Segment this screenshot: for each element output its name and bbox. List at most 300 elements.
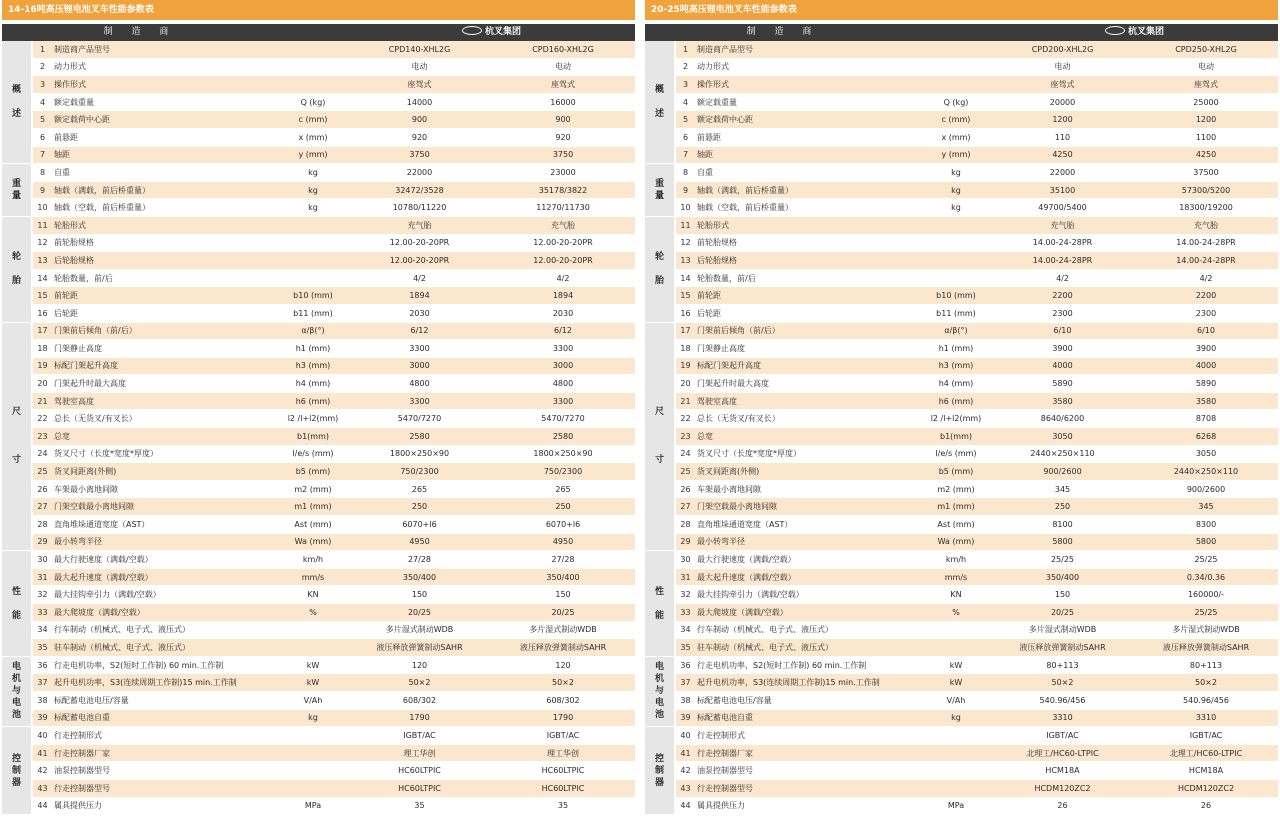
row-number: 11: [675, 216, 695, 234]
model-1-value: 5890: [991, 375, 1134, 393]
model-2-value: 3050: [1134, 445, 1278, 463]
row-number: 29: [675, 533, 695, 551]
table-row: [645, 586, 1278, 604]
model-1-value: 理工华创: [348, 744, 491, 762]
row-number: 13: [675, 252, 695, 270]
model-1-value: 3580: [991, 392, 1134, 410]
row-number: 35: [32, 639, 52, 657]
spec-name: 轮胎数量，前/后: [695, 269, 921, 287]
table-row: [645, 234, 1278, 252]
spec-unit: l2 /l+l2(mm): [278, 410, 348, 428]
row-number: 7: [32, 146, 52, 164]
spec-name: 额定载重量: [52, 93, 278, 111]
spec-unit: %: [921, 604, 991, 622]
model-1-value: 6070+l6: [348, 516, 491, 534]
spec-name: 标配蓄电池电压/容量: [695, 691, 921, 709]
table-row: [645, 304, 1278, 322]
spec-name: 行走控制器型号: [695, 779, 921, 797]
spec-unit: kg: [921, 199, 991, 217]
spec-name: 最大挂钩牵引力（满载/空载）: [695, 586, 921, 604]
row-number: 32: [32, 586, 52, 604]
model-1-value: 3050: [991, 428, 1134, 446]
model-1-value: 4800: [348, 375, 491, 393]
spec-name: 油泵控制器型号: [52, 762, 278, 780]
unit-header: [921, 24, 991, 41]
group-label: 控 制 器: [2, 727, 32, 815]
table-row: [645, 357, 1278, 375]
spec-unit: MPa: [278, 797, 348, 815]
spec-unit: KN: [278, 586, 348, 604]
spec-unit: km/h: [278, 551, 348, 569]
model-1-value: 14.00-24-28PR: [991, 252, 1134, 270]
row-number: 6: [675, 128, 695, 146]
brand-name: 杭叉集团: [1127, 27, 1164, 37]
model-1-value: 50×2: [348, 674, 491, 692]
spec-unit: kg: [278, 164, 348, 182]
model-2-value: 3750: [491, 146, 635, 164]
model-2-value: 座驾式: [491, 76, 635, 94]
model-2-value: 8708: [1134, 410, 1278, 428]
spec-name: 前轮胎规格: [695, 234, 921, 252]
model-2-value: 电动: [491, 58, 635, 76]
spec-name: 行走控制器型号: [52, 779, 278, 797]
spec-name: 行走控制器厂家: [52, 744, 278, 762]
row-number: 3: [675, 76, 695, 94]
row-number: 14: [675, 269, 695, 287]
row-number: 28: [675, 516, 695, 534]
spec-unit: l/e/s (mm): [921, 445, 991, 463]
row-number: 26: [675, 480, 695, 498]
spec-name: 后轮胎规格: [695, 252, 921, 270]
model-1-value: 4/2: [348, 269, 491, 287]
model-1-value: 35100: [991, 181, 1134, 199]
model-2-value: 150: [491, 586, 635, 604]
spec-unit: %: [278, 604, 348, 622]
group-label: 电 机 与 电 池: [2, 656, 32, 726]
spec-name: 后轮胎规格: [52, 252, 278, 270]
spec-name: 车架最小离地间隙: [695, 480, 921, 498]
panel-title: 20-25吨高压锂电池叉车性能参数表: [645, 0, 1278, 20]
model-2-value: CPD250-XHL2G: [1134, 41, 1278, 58]
row-number: 23: [675, 428, 695, 446]
row-number: 8: [32, 164, 52, 182]
spec-name: 轴距: [695, 146, 921, 164]
spec-unit: b1(mm): [921, 428, 991, 446]
row-number: 12: [675, 234, 695, 252]
brand-logo-icon: [462, 26, 482, 35]
model-2-value: 液压释放弹簧制动SAHR: [1134, 639, 1278, 657]
row-number: 43: [675, 779, 695, 797]
row-number: 27: [32, 498, 52, 516]
table-row: [2, 463, 635, 481]
brand-header: [348, 24, 635, 41]
table-row: [645, 463, 1278, 481]
table-row: [2, 533, 635, 551]
model-1-value: 27/28: [348, 551, 491, 569]
spec-name: 制造商产品型号: [52, 41, 278, 58]
spec-unit: h1 (mm): [278, 340, 348, 358]
model-1-value: 49700/5400: [991, 199, 1134, 217]
group-label: 电 机 与 电 池: [645, 656, 675, 726]
spec-unit: kW: [278, 656, 348, 674]
model-1-value: 4/2: [991, 269, 1134, 287]
row-number: 31: [32, 568, 52, 586]
model-1-value: 900: [348, 111, 491, 129]
model-1-value: 32472/3528: [348, 181, 491, 199]
model-2-value: 5800: [1134, 533, 1278, 551]
spec-unit: y (mm): [278, 146, 348, 164]
spec-unit: x (mm): [921, 128, 991, 146]
row-number: 19: [675, 357, 695, 375]
table-row: [2, 639, 635, 657]
model-2-value: 8300: [1134, 516, 1278, 534]
spec-unit: [921, 621, 991, 639]
spec-unit: [921, 252, 991, 270]
model-1-value: 2580: [348, 428, 491, 446]
model-1-value: 3300: [348, 392, 491, 410]
row-number: 40: [675, 727, 695, 745]
model-2-value: 25000: [1134, 93, 1278, 111]
spec-name: 驾驶室高度: [695, 392, 921, 410]
spec-unit: [278, 779, 348, 797]
panel-title: 14-16吨高压锂电池叉车性能参数表: [2, 0, 635, 20]
model-2-value: 3000: [491, 357, 635, 375]
table-row: [2, 498, 635, 516]
model-1-value: 液压释放弹簧制动SAHR: [991, 639, 1134, 657]
model-2-value: 14.00-24-28PR: [1134, 234, 1278, 252]
spec-unit: [278, 639, 348, 657]
table-row: [645, 111, 1278, 129]
row-number: 44: [32, 797, 52, 815]
row-number: 43: [32, 779, 52, 797]
model-1-value: IGBT/AC: [348, 727, 491, 745]
spec-name: 动力形式: [695, 58, 921, 76]
table-row: [645, 340, 1278, 358]
table-row: [2, 744, 635, 762]
table-row: [645, 744, 1278, 762]
group-label: 轮 胎: [645, 216, 675, 322]
row-number: 42: [32, 762, 52, 780]
table-row: [2, 76, 635, 94]
spec-unit: b10 (mm): [278, 287, 348, 305]
spec-unit: b10 (mm): [921, 287, 991, 305]
model-2-value: 35178/3822: [491, 181, 635, 199]
spec-unit: m2 (mm): [921, 480, 991, 498]
spec-name: 轴载（空载，前后桥重量）: [695, 199, 921, 217]
model-2-value: CPD160-XHL2G: [491, 41, 635, 58]
spec-name: 门架静止高度: [695, 340, 921, 358]
table-row: [645, 445, 1278, 463]
spec-unit: [921, 216, 991, 234]
model-1-value: HC60LTPIC: [348, 762, 491, 780]
table-row: [645, 621, 1278, 639]
table-row: [645, 287, 1278, 305]
spec-name: 额定载荷中心距: [695, 111, 921, 129]
model-2-value: 6/10: [1134, 322, 1278, 340]
model-2-value: 14.00-24-28PR: [1134, 252, 1278, 270]
table-row: [2, 674, 635, 692]
model-1-value: 1894: [348, 287, 491, 305]
spec-unit: [921, 76, 991, 94]
model-1-value: 50×2: [991, 674, 1134, 692]
model-1-value: 35: [348, 797, 491, 815]
group-label: 性 能: [2, 551, 32, 657]
model-2-value: 265: [491, 480, 635, 498]
spec-unit: h6 (mm): [921, 392, 991, 410]
model-1-value: 1200: [991, 111, 1134, 129]
spec-name: 轮胎形式: [695, 216, 921, 234]
table-row: [2, 164, 635, 182]
spec-unit: kg: [921, 709, 991, 727]
row-number: 38: [675, 691, 695, 709]
row-number: 33: [675, 604, 695, 622]
model-1-value: 120: [348, 656, 491, 674]
row-number: 23: [32, 428, 52, 446]
model-1-value: 22000: [991, 164, 1134, 182]
model-1-value: 10780/11220: [348, 199, 491, 217]
model-2-value: 多片湿式制动WDB: [491, 621, 635, 639]
model-2-value: 12.00-20-20PR: [491, 234, 635, 252]
spec-unit: Ast (mm): [921, 516, 991, 534]
group-label: 尺 寸: [2, 322, 32, 551]
model-1-value: 150: [348, 586, 491, 604]
model-1-value: 5800: [991, 533, 1134, 551]
spec-unit: KN: [921, 586, 991, 604]
table-row: [2, 41, 635, 58]
table-row: [645, 779, 1278, 797]
row-number: 8: [675, 164, 695, 182]
spec-unit: Q (kg): [921, 93, 991, 111]
table-row: [2, 93, 635, 111]
model-2-value: 120: [491, 656, 635, 674]
model-2-value: 5890: [1134, 375, 1278, 393]
spec-name: 最大起升速度（满载/空载）: [52, 568, 278, 586]
row-number: 1: [32, 41, 52, 58]
row-number: 26: [32, 480, 52, 498]
row-number: 31: [675, 568, 695, 586]
table-row: [645, 568, 1278, 586]
row-number: 30: [32, 551, 52, 569]
row-number: 15: [32, 287, 52, 305]
spec-unit: km/h: [921, 551, 991, 569]
spec-name: 门架空载最小离地间隙: [695, 498, 921, 516]
spec-unit: Q (kg): [278, 93, 348, 111]
row-number: 9: [675, 181, 695, 199]
row-number: 7: [675, 146, 695, 164]
spec-unit: b11 (mm): [921, 304, 991, 322]
model-2-value: 北理工/HC60-LTPIC: [1134, 744, 1278, 762]
table-row: [645, 216, 1278, 234]
model-1-value: 2200: [991, 287, 1134, 305]
spec-name: 最大爬坡度（满载/空载）: [695, 604, 921, 622]
model-2-value: 920: [491, 128, 635, 146]
spec-name: 标配蓄电池自重: [695, 709, 921, 727]
model-2-value: 1200: [1134, 111, 1278, 129]
model-1-value: 多片湿式制动WDB: [348, 621, 491, 639]
row-number: 28: [32, 516, 52, 534]
model-1-value: 6/12: [348, 322, 491, 340]
table-row: [2, 216, 635, 234]
spec-unit: x (mm): [278, 128, 348, 146]
table-row: [645, 76, 1278, 94]
table-row: [2, 727, 635, 745]
model-1-value: 4000: [991, 357, 1134, 375]
table-row: [2, 445, 635, 463]
model-2-value: 3580: [1134, 392, 1278, 410]
row-number: 15: [675, 287, 695, 305]
spec-unit: [921, 234, 991, 252]
table-row: [2, 516, 635, 534]
group-label: 轮 胎: [2, 216, 32, 322]
model-2-value: 3900: [1134, 340, 1278, 358]
model-2-value: 2580: [491, 428, 635, 446]
spec-name: 属具提供压力: [52, 797, 278, 815]
spec-name: 车架最小离地间隙: [52, 480, 278, 498]
model-2-value: 250: [491, 498, 635, 516]
model-1-value: 3000: [348, 357, 491, 375]
model-2-value: 2300: [1134, 304, 1278, 322]
spec-unit: [278, 269, 348, 287]
model-2-value: 57300/5200: [1134, 181, 1278, 199]
model-1-value: 电动: [991, 58, 1134, 76]
model-2-value: 1790: [491, 709, 635, 727]
model-2-value: 20/25: [491, 604, 635, 622]
row-number: 32: [675, 586, 695, 604]
table-row: [2, 709, 635, 727]
table-row: [2, 111, 635, 129]
model-1-value: 26: [991, 797, 1134, 815]
model-1-value: 3310: [991, 709, 1134, 727]
row-number: 39: [32, 709, 52, 727]
model-2-value: 3310: [1134, 709, 1278, 727]
spec-name: 最小转弯半径: [695, 533, 921, 551]
row-number: 17: [32, 322, 52, 340]
model-2-value: 6070+l6: [491, 516, 635, 534]
table-row: [645, 181, 1278, 199]
model-2-value: 电动: [1134, 58, 1278, 76]
model-2-value: 2200: [1134, 287, 1278, 305]
spec-unit: [278, 727, 348, 745]
table-row: [2, 428, 635, 446]
spec-name: 总长（无货叉/有叉长）: [52, 410, 278, 428]
model-1-value: 1790: [348, 709, 491, 727]
spec-name: 前轮胎规格: [52, 234, 278, 252]
model-1-value: 液压释放弹簧制动SAHR: [348, 639, 491, 657]
spec-name: 轴载（满载，前后桥重量）: [695, 181, 921, 199]
model-2-value: 50×2: [1134, 674, 1278, 692]
spec-name: 门架起升时最大高度: [52, 375, 278, 393]
maker-header: 制 造 商: [746, 27, 820, 37]
spec-unit: h4 (mm): [278, 375, 348, 393]
spec-name: 驾驶室高度: [52, 392, 278, 410]
model-2-value: 2030: [491, 304, 635, 322]
spec-unit: [921, 41, 991, 58]
table-row: [645, 709, 1278, 727]
row-number: 29: [32, 533, 52, 551]
table-row: [2, 621, 635, 639]
model-2-value: 27/28: [491, 551, 635, 569]
table-row: [2, 252, 635, 270]
row-number: 42: [675, 762, 695, 780]
row-number: 4: [32, 93, 52, 111]
row-number: 17: [675, 322, 695, 340]
spec-name: 动力形式: [52, 58, 278, 76]
table-row: [2, 586, 635, 604]
row-number: 21: [675, 392, 695, 410]
table-row: [645, 762, 1278, 780]
model-1-value: 350/400: [991, 568, 1134, 586]
row-number: 10: [675, 199, 695, 217]
model-1-value: 20000: [991, 93, 1134, 111]
spec-unit: y (mm): [921, 146, 991, 164]
model-1-value: 150: [991, 586, 1134, 604]
group-label: 概 述: [2, 41, 32, 164]
model-1-value: 265: [348, 480, 491, 498]
model-1-value: 14.00-24-28PR: [991, 234, 1134, 252]
table-row: [645, 322, 1278, 340]
group-label: 重 量: [645, 164, 675, 217]
row-number: 35: [675, 639, 695, 657]
model-2-value: 23000: [491, 164, 635, 182]
group-label: 概 述: [645, 41, 675, 164]
row-number: 1: [675, 41, 695, 58]
model-2-value: 4250: [1134, 146, 1278, 164]
table-row: [2, 287, 635, 305]
spec-name: 后轮距: [52, 304, 278, 322]
table-row: [645, 498, 1278, 516]
row-number: 22: [675, 410, 695, 428]
row-number: 24: [32, 445, 52, 463]
table-row: [645, 375, 1278, 393]
row-number: 3: [32, 76, 52, 94]
table-row: [2, 779, 635, 797]
spec-name: 前轮距: [695, 287, 921, 305]
table-row: [645, 146, 1278, 164]
group-label: 性 能: [645, 551, 675, 657]
row-number: 34: [32, 621, 52, 639]
row-number: 39: [675, 709, 695, 727]
row-number: 4: [675, 93, 695, 111]
spec-unit: h4 (mm): [921, 375, 991, 393]
brand-name: 杭叉集团: [484, 27, 521, 37]
model-1-value: 北理工/HC60-LTPIC: [991, 744, 1134, 762]
table-row: [2, 797, 635, 815]
model-2-value: 1100: [1134, 128, 1278, 146]
spec-name: 制造商产品型号: [695, 41, 921, 58]
spec-unit: [921, 58, 991, 76]
spec-unit: [921, 639, 991, 657]
model-2-value: 350/400: [491, 568, 635, 586]
spec-unit: h3 (mm): [921, 357, 991, 375]
spec-unit: [278, 76, 348, 94]
spec-unit: mm/s: [921, 568, 991, 586]
model-1-value: 2440×250×110: [991, 445, 1134, 463]
spec-name: 驻车制动（机械式、电子式、液压式）: [52, 639, 278, 657]
table-row: [2, 604, 635, 622]
row-number: 20: [32, 375, 52, 393]
row-number: 11: [32, 216, 52, 234]
row-number: 25: [675, 463, 695, 481]
table-row: [2, 181, 635, 199]
row-number: 9: [32, 181, 52, 199]
model-2-value: 4/2: [491, 269, 635, 287]
model-2-value: 900/2600: [1134, 480, 1278, 498]
model-2-value: 12.00-20-20PR: [491, 252, 635, 270]
table-row: [645, 199, 1278, 217]
spec-name: 总宽: [695, 428, 921, 446]
row-number: 21: [32, 392, 52, 410]
spec-name: 行走控制形式: [52, 727, 278, 745]
